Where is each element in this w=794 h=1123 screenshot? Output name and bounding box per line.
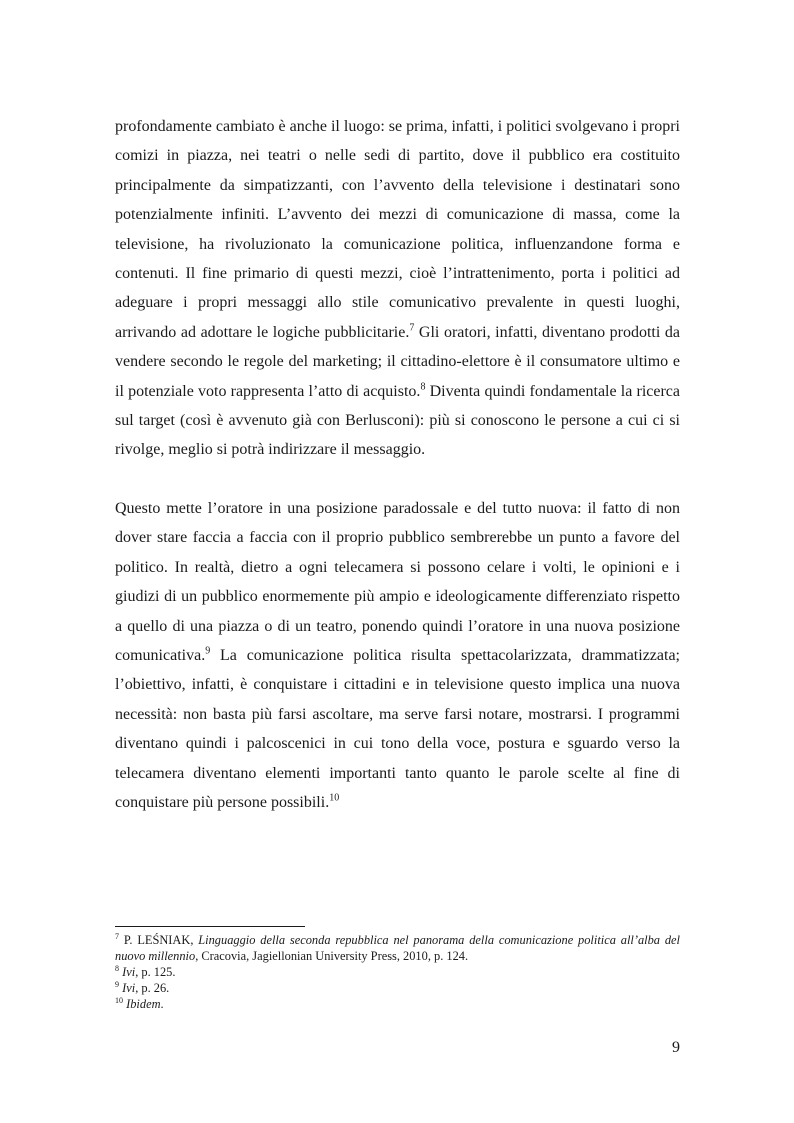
page-number: 9 (672, 1039, 680, 1056)
footnote-8 (115, 964, 680, 980)
page-body (115, 112, 680, 817)
footnote-7 (115, 932, 680, 964)
footnote-number: 8 (115, 963, 119, 973)
footnote-10 (115, 996, 680, 1012)
footnote-number: 9 (115, 979, 119, 989)
footnote-title: Ivi (122, 965, 136, 979)
footnote-rest: , p. 26. (135, 981, 170, 995)
paragraph-text: Questo mette l’oratore in una posizione paradossale e del tutto nuova: il fatto di non dover stare faccia a faccia con il proprio pubblico sembrerebbe un punto a favore del politico. In realtà, dietro a ogni telecamera si possono celare i volti, le opinioni e i giudizi di un pubblico enormemente più ampio e ideologicamente differenziato rispetto a quello di una piazza o di un teatro, ponendo quindi l’oratore in una nuova posizione comunicativa. (115, 499, 680, 664)
body-paragraph-2 (115, 494, 680, 817)
paragraph-text: Gli oratori, infatti, diventano prodotti da vendere secondo le regole del marketing; il cittadino-elettore è il consumatore ultimo e il potenziale voto rappresenta l’atto di acquisto. (115, 323, 680, 400)
footnote-ref-8: 8 (420, 381, 426, 393)
footnote-9 (115, 980, 680, 996)
footnote-rest: , Cracovia, Jagiellonian University Press, 2010, p. 124. (195, 949, 469, 963)
footnote-rest: . (160, 997, 164, 1011)
footnote-ref-9: 9 (205, 645, 211, 657)
footnote-number: 7 (115, 931, 119, 941)
footnote-title: Linguaggio della seconda repubblica nel panorama della comunicazione politica all’alba del nuovo millennio (115, 933, 680, 963)
paragraph-text: Diventa quindi fondamentale la ricerca sul target (così è avvenuto già con Berlusconi): più si conoscono le persone a cui ci si rivolge, meglio si potrà indirizzare il messaggio. (115, 382, 681, 459)
footnote-rest: , p. 125. (135, 965, 176, 979)
footnote-separator (115, 926, 305, 927)
footnote-title: Ibidem (126, 997, 161, 1011)
body-paragraph-1 (115, 112, 680, 465)
footnote-ref-7: 7 (409, 322, 415, 334)
footnote-author: P. LEŚNIAK, (119, 933, 199, 947)
footnote-title: Ivi (122, 981, 136, 995)
footnotes (115, 932, 680, 1012)
paragraph-text: profondamente cambiato è anche il luogo: se prima, infatti, i politici svolgevano i propri comizi in piazza, nei teatri o nelle sedi di partito, dove il pubblico era costituito principalmente da simpatizzanti, con l’avvento della televisione i destinatari sono potenzialmente infiniti. L’avvento dei mezzi di comunicazione di massa, come la televisione, ha rivoluzionato la comunicazione politica, influenzandone forma e contenuti. Il fine primario di questi mezzi, cioè l’intrattenimento, porta i politici ad adeguare i propri messaggi allo stile comunicativo prevalente in questi luoghi, arrivando ad adottare le logiche pubblicitarie. (115, 118, 680, 341)
footnote-ref-10: 10 (329, 792, 340, 804)
footnote-number: 10 (115, 995, 123, 1005)
paragraph-text: La comunicazione politica risulta spettacolarizzata, drammatizzata; l’obiettivo, infatti, è conquistare i cittadini e in televisione questo implica una nuova necessità: non basta più farsi ascoltare, ma serve farsi notare, mostrarsi. I programmi diventano quindi i palcoscenici in cui tono della voce, postura e sguardo verso la telecamera diventano elementi importanti tanto quanto le parole scelte al fine di conquistare più persone possibili. (115, 646, 680, 811)
